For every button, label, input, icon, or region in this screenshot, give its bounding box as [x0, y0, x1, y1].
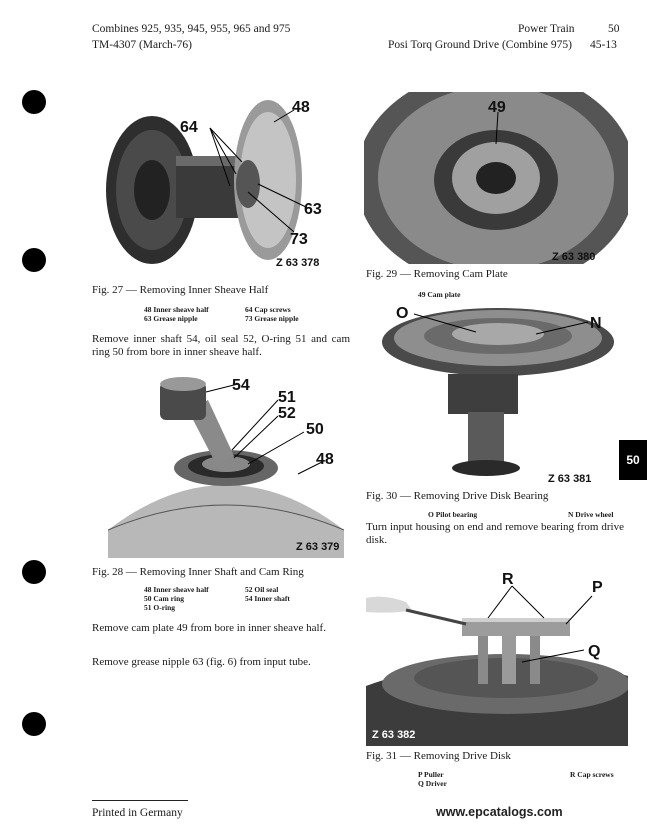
binder-hole-1 — [22, 90, 46, 114]
fig31-callout-P: P — [592, 579, 603, 596]
header-page-group: 50 — [608, 23, 620, 35]
fig28-callout-48: 48 — [316, 451, 334, 468]
fig31-legend-left — [418, 770, 447, 788]
fig28-callout-54: 54 — [232, 377, 250, 394]
header-page-number: 45-13 — [590, 39, 617, 51]
fig28-caption: Fig. 28 — Removing Inner Shaft and Cam Ring — [92, 566, 304, 578]
fig30-legend-right: N Drive wheel — [568, 510, 614, 519]
legend-item: 64 Cap screws — [245, 305, 291, 314]
fig27-photo-code: Z 63 378 — [276, 257, 320, 269]
fig28-legend-right — [245, 585, 290, 603]
fig31-legend-right: R Cap screws — [570, 770, 614, 779]
fig28-photo-code: Z 63 379 — [296, 541, 340, 553]
binder-hole-3 — [22, 560, 46, 584]
paragraph-remove-bearing: Turn input housing on end and remove bearing from drive disk. — [366, 521, 624, 546]
fig29-photo — [364, 92, 628, 264]
fig28-callout-51: 51 — [278, 389, 296, 406]
binder-hole-2 — [22, 248, 46, 272]
legend-item: 63 Grease nipple — [144, 314, 198, 323]
fig30-photo — [366, 302, 628, 486]
fig27-callout-48: 48 — [292, 99, 310, 116]
fig28-callout-52: 52 — [278, 405, 296, 422]
fig31-photo-code: Z 63 382 — [372, 729, 416, 741]
paragraph-remove-cam-plate: Remove cam plate 49 from bore in inner sheave half. — [92, 622, 326, 634]
fig27-callout-73: 73 — [290, 231, 308, 248]
fig29-legend: 49 Cam plate — [418, 290, 461, 299]
legend-item: 51 O-ring — [144, 603, 176, 612]
fig31-photo — [366, 566, 628, 746]
fig27-photo — [98, 92, 350, 272]
binder-hole-4 — [22, 712, 46, 736]
legend-item: 73 Grease nipple — [245, 314, 299, 323]
fig29-callout-49: 49 — [488, 99, 506, 116]
legend-item: 52 Oil seal — [245, 585, 279, 594]
footer-printed: Printed in Germany — [92, 807, 183, 819]
fig27-caption: Fig. 27 — Removing Inner Sheave Half — [92, 284, 269, 296]
fig27-callout-63: 63 — [304, 201, 322, 218]
fig29-caption: Fig. 29 — Removing Cam Plate — [366, 268, 508, 280]
footer-rule — [92, 800, 188, 801]
legend-item: 54 Inner shaft — [245, 594, 290, 603]
paragraph-remove-inner-shaft: Remove inner shaft 54, oil seal 52, O-ring 51 and cam ring 50 from bore in inner sheave half. — [92, 333, 350, 358]
fig29-photo-code: Z 63 380 — [552, 251, 596, 263]
footer-watermark: www.epcatalogs.com — [436, 805, 563, 819]
fig27-legend-left — [144, 305, 209, 323]
paragraph-remove-grease-nipple: Remove grease nipple 63 (fig. 6) from input tube. — [92, 656, 311, 668]
legend-item: 48 Inner sheave half — [144, 305, 209, 314]
header-manual-id: TM-4307 (March-76) — [92, 39, 192, 51]
fig30-caption: Fig. 30 — Removing Drive Disk Bearing — [366, 490, 549, 502]
fig30-callout-O: O — [396, 305, 409, 322]
header-title: Combines 925, 935, 945, 955, 965 and 975 — [92, 23, 291, 35]
fig27-legend-right — [245, 305, 299, 323]
legend-item: 50 Cam ring — [144, 594, 184, 603]
fig30-photo-code: Z 63 381 — [548, 473, 592, 485]
fig31-callout-R: R — [502, 571, 514, 588]
legend-item: P Puller — [418, 770, 444, 779]
legend-item: 48 Inner sheave half — [144, 585, 209, 594]
fig31-caption: Fig. 31 — Removing Drive Disk — [366, 750, 511, 762]
fig30-legend-left: O Pilot bearing — [428, 510, 478, 519]
fig28-callout-50: 50 — [306, 421, 324, 438]
header-section-title: Power Train — [518, 23, 575, 35]
fig28-photo — [98, 370, 354, 558]
section-tab: 50 — [619, 440, 647, 480]
header-subtitle: Posi Torq Ground Drive (Combine 975) — [388, 39, 572, 51]
fig31-callout-Q: Q — [588, 643, 601, 660]
fig27-callout-64: 64 — [180, 119, 198, 136]
legend-item: Q Driver — [418, 779, 447, 788]
fig28-legend-left — [144, 585, 209, 612]
fig30-callout-N: N — [590, 315, 602, 332]
